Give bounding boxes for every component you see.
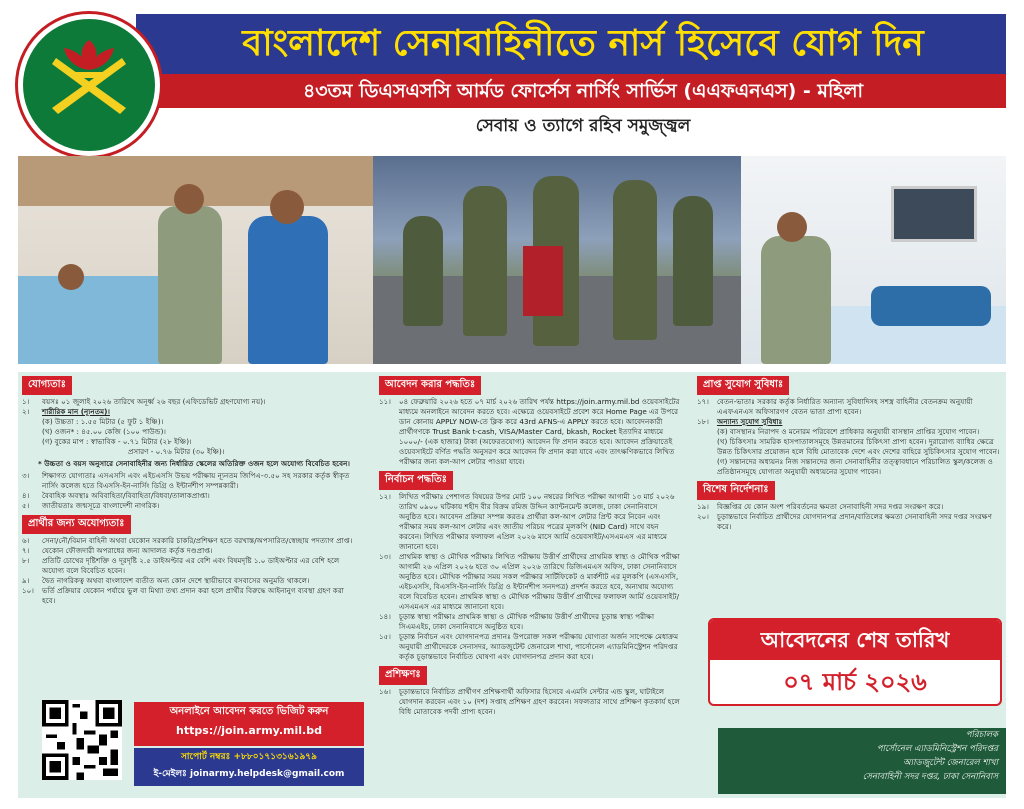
list-item: ২০। চূড়ান্তভাবে নির্বাচিত প্রার্থীদের যোগদানপত্র প্রদান/বাতিলের ক্ষমতা সেনাবাহিনী সদর দপ্তর সংরক্ষণ করে। [697,512,992,531]
qr-code-icon [42,700,122,780]
signature-line: পার্সোনেল এ্যাডমিনিস্ট্রেশন পরিদপ্তর [876,744,998,754]
column-eligibility [18,372,363,606]
list-item: ৮। প্রতিটি চোখের দৃষ্টিশক্তি ও দূরদৃষ্টি ২.৫ ডাইঅপ্টার এর বেশি এবং বিষমদৃষ্টি ১.০ ডাইঅপ্টার এর বেশি হলে অযোগ্য বলে বিবেচিত হবেন। [22,556,340,575]
training-heading: প্রশিক্ষণঃ [379,666,427,685]
contact-box [134,748,364,786]
list-item: ১৬। চূড়ান্তভাবে নির্বাচিত প্রার্থীগণ প্রশিক্ষণার্থী অফিসার হিসেবে এএমসি সেন্টার এন্ড স্কুল, ঘাটাইলে যোগদান করবেন এবং ১০ (দশ) সপ্তাহ প্রশিক্ষণ গ্রহণ করবেন। সফলতার সাথে প্রশিক্ষণ কৃতকার্য হলে বিধি মোতাবেক পদবী প্রাপ্য হবেন। [379,687,680,716]
eligibility-heading: যোগ্যতাঃ [22,376,72,395]
photo-parade [373,156,741,364]
photo-hospital-ward [741,156,1006,364]
physical-item: (খ) ওজন* : ৪৫.০০ কেজি (১০০ পাউন্ড)। [42,427,166,436]
benefit-sub-item: (ক) বাসস্থানঃ নিরাপদ ও মনোরম পরিবেশে প্রাধিকার অনুযায়ী বাসস্থান প্রাপ্তির সুযোগ পাবেন। [717,427,980,436]
army-logo-icon [18,14,160,156]
header [18,14,1006,150]
list-item: ৯। দ্বৈত নাগরিকত্ব অথবা বাংলাদেশ ব্যতীত অন্য কোন দেশে স্থায়ীভাবে বসবাসের অনুমতি থাকলে। [22,576,310,585]
support-email[interactable]: ই-মেইলঃ joinarmy.helpdesk@gmail.com [153,769,345,779]
list-item: ১৯। বিজ্ঞপ্তির যে কোন অংশ পরিবর্তনের ক্ষমতা সেনাবাহিনী সদর দপ্তর সংরক্ষণ করে। [697,502,944,511]
apply-heading: আবেদন করার পদ্ধতিঃ [379,376,481,395]
special-heading: বিশেষ নির্দেশনাঃ [697,481,775,500]
support-number: সাপোর্ট নম্বরঃ +৮৮০১৭১৩১৬১৯৭৯ [180,752,317,762]
physical-item: (গ) বুকের মাপ : স্বাভাবিক - ০.৭১ মিটার (২৮ ইঞ্চি)। [42,437,192,446]
signature-line: পরিচালক [965,730,998,740]
deadline-label: আবেদনের শেষ তারিখ [710,620,1000,660]
physical-item: প্রসারণ - ০.৭৬ মিটার (৩০ ইঞ্চি)। [128,447,225,456]
page-subtitle: ৪৩তম ডিএসএসসি আর্মড ফোর্সেস নার্সিং সার্ভিস (এএফএনএস) - মহিলা [302,80,864,102]
page-title: বাংলাদেশ সেনাবাহিনীতে নার্স হিসেবে যোগ দিন [242,23,924,64]
list-item: ১৩। প্রাথমিক স্বাস্থ্য ও মৌখিক পরীক্ষাঃ লিখিত পরীক্ষায় উত্তীর্ণ প্রার্থীদের প্রাথমিক স্বাস্থ্য ও মৌখিক পরীক্ষা আগামী ২৬ এপ্রিল ২০২৬ হতে ৩০ এপ্রিল ২০২৬ তারিখে ডিজিএমএস অফিস, ঢাকা সেনানিবাসে অনুষ্ঠিত হবে। মৌখিক পরীক্ষার সময় সকল পরীক্ষার সার্টিফিকেট ও মার্কশীট এর মূলকপি (এসএসসি, এইচএসসি, বিএসসি-ইন-নার্সিং ডিগ্রি ও ইন্টার্নশীপ সনদপত্র) প্রদর্শন করতে হবে, অন্যথায় অযোগ্য বলে বিবেচিত হবেন। প্রাথমিক স্বাস্থ্য ও মৌখিক পরীক্ষায় উত্তীর্ণ প্রার্থীদের ফলাফল আর্মি ওয়েবসাইট/এসএমএস এর মাধ্যমে জানানো হবে। [379,552,680,611]
signature-line: অ্যাডজুটেন্ট জেনারেল শাখা [903,758,998,768]
content-panel [18,372,1006,798]
apply-online-url[interactable]: https://join.army.mil.bd [176,724,322,737]
list-item: ৬। সেনা/নৌ/বিমান বাহিনী অথবা যেকোন সরকারি চাকরি/প্রশিক্ষণ হতে বরখাস্ত/অপসারিত/স্বেচ্ছায় পদত্যাগ প্রাপ্ত। [22,536,353,545]
list-item: ৭। যেকোন ফৌজদারী অপরাধের জন্য আদালত কর্তৃক দণ্ডপ্রাপ্ত। [22,546,213,555]
tagline: সেবায় ও ত্যাগে রহিব সমুজ্জ্বল [475,116,691,136]
deadline-box [708,618,1002,706]
signature-block [718,728,1006,794]
column-benefits [693,372,1006,532]
list-item: ৫। জাতীয়তাঃ জন্মসূত্রে বাংলাদেশী নাগরিক। [22,501,160,510]
list-item: ১১। ০৪ ফেব্রুয়ারি ২০২৬ হতে ০৭ মার্চ ২০২৬ তারিখ পর্যন্ত https://join.army.mil.bd ওয়েবসাইটের মাধ্যমে অনলাইনে আবেদন করতে হবে। এক্ষেত্রে ওয়েবসাইটে প্রবেশ করে Home Page এর উপরে ডান কোনায় APPLY NOW-তে ক্লিক করে 43rd AFNS-এ APPLY করতে হবে। আবেদনকারী প্রার্থীগণকে Trust Bank t-cash, VISA/Master Card, bkash, Rocket ইত্যাদির মাধ্যমে ১০০০/- (এক হাজার) টাকা (অফেরতযোগ্য) আবেদন ফি প্রদান করতে হবে। আবেদন প্রক্রিয়াতেই ওয়েবসাইটে বর্ণিত পদ্ধতি অনুসরণ করে আবেদন ফি প্রদান করা যাবে এবং তাৎক্ষণিকভাবে লিখিত পরীক্ষার জন্য কল-আপ লেটার পাওয়া যাবে। [379,397,680,466]
physical-item: (ক) উচ্চতা : ১.৫৫ মিটার (৫ ফুট ১ ইঞ্চি)। [42,417,164,426]
ineligibility-heading: প্রার্থীর জন্য অযোগ্যতাঃ [22,515,131,534]
apply-online-label: অনলাইনে আবেদন করতে ভিজিট করুন [169,706,329,717]
list-item: ৪। বৈবাহিক অবস্থাঃ অবিবাহিতা/বিবাহিতা/বিধবা/তালাকপ্রাপ্তা। [22,491,210,500]
list-item: ১০। ভর্তি প্রক্রিয়ার যেকোন পর্যায়ে ভুল বা মিথ্যা তথ্য প্রদান করা হলে প্রার্থীর বিরুদ্ধে আইনানুগ ব্যবস্থা গ্রহণ করা হবে। [22,586,344,605]
apply-online-box [134,702,364,746]
benefit-sub-item: (গ) সন্তানদের অধ্যয়নঃ নিজ সন্তানদের জন্য সেনাবাহিনীর তত্ত্বাবধানে পরিচালিত স্কুল/কলেজ ও প্রতিষ্ঠানসমূহে যোগ্যতা অনুযায়ী অধ্যয়নের সুযোগ পাবেন। [717,457,993,476]
list-item: ৩। শিক্ষাগত যোগ্যতাঃ এসএসসি এবং এইচএসসি উভয় পরীক্ষায় ন্যূনতম জিপিএ-৩.৫০ সহ সরকার কর্তৃক স্বীকৃত নার্সিং কলেজ হতে বিএসসি-ইন-নার্সিং ডিগ্রি ও ইন্টার্নশীপ সম্পন্নকারী। [22,471,350,490]
weight-note: * উচ্চতা ও বয়স অনুসারে সেনাবাহিনীর জন্য নির্ধারিত স্কেলের অতিরিক্ত ওজন হলে অযোগ্য বিবেচিত হবেন। [38,459,350,468]
list-item: ১৪। চূড়ান্ত স্বাস্থ্য পরীক্ষাঃ প্রাথমিক স্বাস্থ্য ও মৌখিক পরীক্ষায় উত্তীর্ণ প্রার্থীদের চূড়ান্ত স্বাস্থ্য পরীক্ষা সিএমএইচ, ঢাকা সেনানিবাসে অনুষ্ঠিত হবে। [379,612,655,631]
list-item: ১২। লিখিত পরীক্ষাঃ পেশাগত বিষয়ের উপর মোট ১০০ নম্বরের লিখিত পরীক্ষা আগামী ১৩ মার্চ ২০২৬ তারিখ ০৯০০ ঘটিকায় শহীদ বীর বিক্রম রমিজ উদ্দিন ক্যান্টনমেন্ট কলেজ, ঢাকা সেনানিবাসে অনুষ্ঠিত হবে। আবেদন প্রক্রিয়া সম্পন্ন করতঃ প্রার্থীরা কল-আপ লেটার প্রিন্ট করে নিবেন এবং পরীক্ষার সময় কল-আপ লেটার এবং জাতীয় পরিচয় পত্রের মূলকপি (NID Card) সাথে বহন করবেন। লিখিত পরীক্ষার ফলাফল এপ্রিল ২০২৬ মাসে আর্মি ওয়েবসাইট/এসএমএস এর মাধ্যমে জানানো হবে। [379,492,675,551]
photo-strip [18,156,1006,364]
photo-nurses-clinic [18,156,373,364]
signature-line: সেনাবাহিনী সদর দপ্তর, ঢাকা সেনানিবাস [862,772,998,782]
list-item: ১৭। বেতন-ভাতাঃ সরকার কর্তৃক নির্ধারিত অন্যান্য সুবিধাদিসহ সশস্ত্র বাহিনীর বেতনক্রম অনুযায়ী এএফএনএস অফিসারগণ বেতন ভাতা প্রাপ্য হবেন। [697,397,973,416]
deadline-date: ০৭ মার্চ ২০২৬ [783,668,927,696]
column-application [375,372,685,717]
list-item: ২। শারীরিক মান (ন্যূনতম)। [22,407,110,416]
list-item: ১৫। চূড়ান্ত নির্বাচন এবং যোগদানপত্র প্রদানঃ উপরোক্ত সকল পরীক্ষায় যোগ্যতা অর্জন সাপেক্ষে মেধাক্রম অনুযায়ী প্রার্থীদেরকে সেনাসদর, অ্যাডজুটেন্ট জেনারেল শাখা, পার্সোনেল এ্যাডমিনিস্ট্রেশন পরিদপ্তর কর্তৃক চূড়ান্তভাবে নির্বাচিত ঘোষণা এবং যোগদানপত্র প্রদান করা হবে। [379,632,679,661]
list-item: ১। বয়সঃ ০১ জুলাই ২০২৬ তারিখে অনূর্ধ্ব ২৬ বছর (এফিডেভিট গ্রহণযোগ্য নয়)। [22,397,266,406]
benefits-heading: প্রাপ্ত সুযোগ সুবিধাঃ [697,376,789,395]
selection-heading: নির্বাচন পদ্ধতিঃ [379,471,453,490]
list-item: ১৮। অন্যান্য সুযোগ সুবিধাঃ [697,417,783,426]
benefit-sub-item: (খ) চিকিৎসাঃ সামরিক হাসপাতালসমূহে উন্নতমানের চিকিৎসা প্রাপ্য হবেন। দুরারোগ্য ব্যাধির ক্ষেত্রে উন্নত চিকিৎসার প্রয়োজন হলে বিধি মোতাবেক দেশে এবং দেশের বাহিরে সুচিকিৎসার সুযোগ পাবেন। [717,437,1000,456]
